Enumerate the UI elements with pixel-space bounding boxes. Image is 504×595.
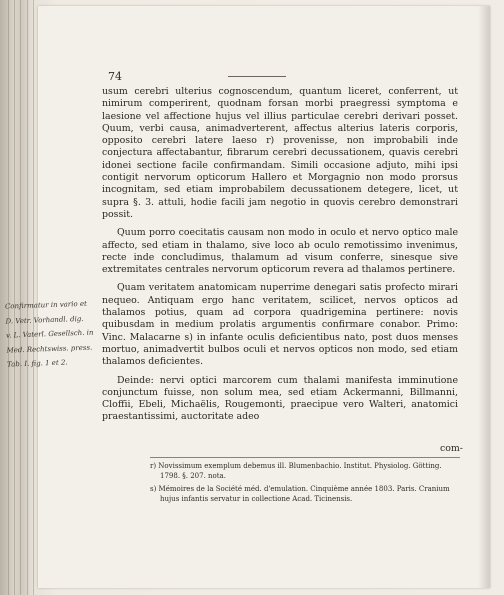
main-text — [102, 86, 458, 430]
header-rule — [228, 76, 286, 77]
marginal-line: Tab. I. fig. 1 et 2. — [6, 358, 68, 369]
page-edge — [33, 0, 34, 595]
marginal-line: D. Vetr. Vorhandl. dig. — [5, 314, 84, 326]
footnote-s: s) Mémoires de la Société méd. d'emulation. Cinquième année 1803. Paris. Cranium hujus infantis servatur in collectione Acad. Ticinensis. — [150, 485, 450, 503]
footnote-rule — [150, 457, 460, 458]
marginal-line: Confirmatur in vario et — [4, 299, 87, 311]
marginal-line: Med. Rechtswiss. press. — [6, 343, 93, 355]
page-edge — [27, 0, 28, 595]
footnote-r: r) Novissimum exemplum debemus ill. Blumenbachio. Institut. Physiolog. Götting. 1798. §. 207. nota. — [150, 462, 442, 480]
handwritten-marginal-note — [5, 296, 99, 372]
paragraph-3: Quam veritatem anatomicam nuperrime denegari satis profecto mirari nequeo. Antiquam ergo hanc veritatem, scilicet, nervos opticos ad thalamos potius, quam ad corpora quadrigemina pertinere: novis quibusdam in medium prolatis argumentis confirmare conabor. Primo: Vinc. Malacarne s) in infante oculis deficientibus nato, post duos menses mortuo, animadvertit bulbos oculi et nervos opticos non modo, sed etiam thalamos deficientes. — [102, 282, 458, 368]
page-edge — [20, 0, 21, 595]
page-edge — [14, 0, 15, 595]
paragraph-4: Deinde: nervi optici marcorem cum thalami manifesta imminutione conjunctum fuisse, non solum mea, sed etiam Ackermanni, Billmanni, Cloffii, Ebeli, Michaëlis, Rougemonti, praecipue vero Walteri, anatomici praestantissimi, auctoritate adeo — [102, 374, 458, 423]
paragraph-2: Quum porro coecitatis causam non modo in oculo et nervo optico male affecto, sed etiam in thalamo, sive loco ab oculo remotissimo invenimus, recte inde concludimus, thalamum ad visum conferre, sinesque sive extremitates centrales nervorum opticorum revera ad thalamos pertinere. — [102, 227, 458, 276]
catchword: com- — [440, 443, 463, 454]
page-edge — [8, 0, 9, 595]
footnotes — [150, 461, 460, 507]
page-number: 74 — [108, 70, 122, 83]
paragraph-1: usum cerebri ulterius cognoscendum, quantum liceret, conferrent, ut nimirum comperirent, quodnam forsan morbi praegressi symptoma e laesione vel affectione hujus vel illius particulae cerebri derivari posset. Quum, verbi causa, animadverterent, affectus alterius lateris corporis, opposito cerebri latere laeso r) provenisse, non improbabili inde conjectura affectabantur, fibrarum cerebri decussationem, quavis cerebri idonei sectione facile confirmandam. Simili occasione adjuto, mihi ipsi contigit nervorum opticorum Hallero et Morgagnio non modo prorsus incognitam, sed etiam improbabilem decussationem detegere, licet, ut supra §. 3. attuli, hodie facili jam negotio in quovis cerebro demonstrari possit. — [102, 86, 458, 220]
marginal-line: v. L. Vaterl. Gesellsch. in — [5, 328, 94, 340]
page-gutter-shadow — [478, 6, 490, 588]
